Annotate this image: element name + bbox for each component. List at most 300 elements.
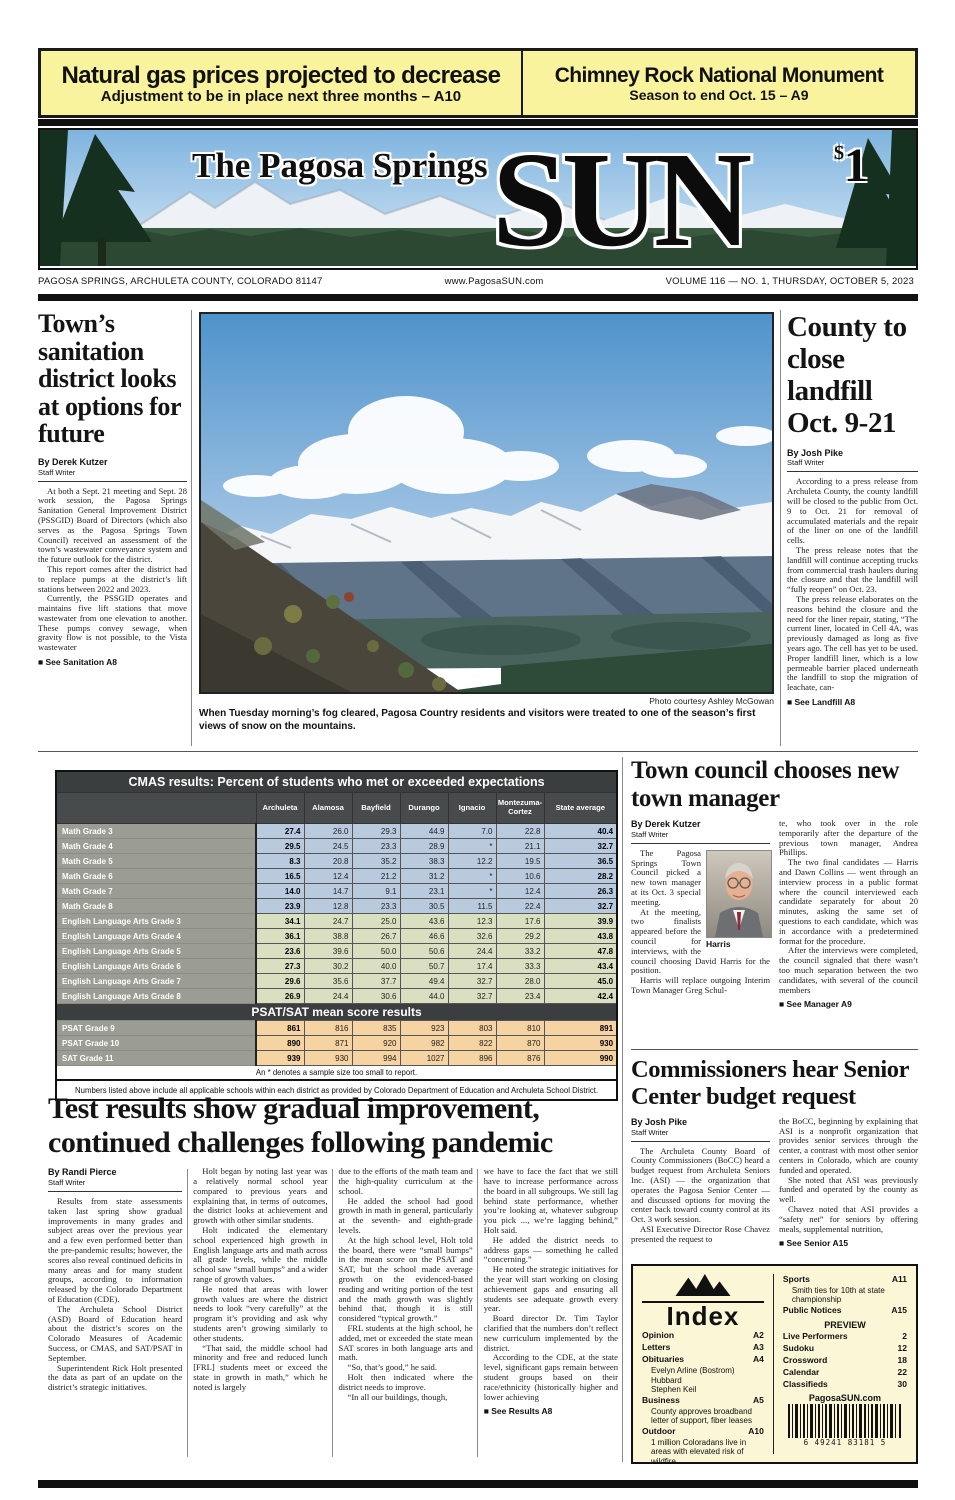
index-preview-items (783, 1331, 907, 1390)
list-item (783, 1274, 907, 1286)
table-cell: English Language Arts Grade 4 (56, 929, 256, 944)
table-row (56, 929, 617, 944)
results-byline: By Randi Pierce (48, 1167, 117, 1178)
table-cell: 32.7 (448, 989, 496, 1004)
photo-credit: Photo courtesy Ashley McGowan (649, 696, 774, 706)
table-cell: 33.2 (496, 944, 544, 959)
info-volume-date: VOLUME 116 — NO. 1, THURSDAY, OCTOBER 5, 2023 (665, 275, 914, 287)
index-box (631, 1264, 918, 1464)
table-cell: 47.8 (544, 944, 617, 959)
table-cell: 29.6 (256, 974, 304, 989)
paragraph: ASI Executive Director Rose Chavez presented the request to (631, 1224, 770, 1244)
table-cell: 40.0 (352, 959, 400, 974)
paragraph: FRL students at the high school, he added, met or exceeded the state mean SAT scores in both language arts and math. (338, 1322, 473, 1363)
paragraph: “So, that’s good,” he said. (347, 1362, 438, 1373)
table-cell: 45.0 (544, 974, 617, 989)
table-cell: 28.0 (496, 974, 544, 989)
index-item-page: A3 (753, 1342, 764, 1353)
index-item-page: A5 (753, 1394, 764, 1405)
sanitation-byline: By Derek Kutzer (38, 456, 108, 467)
table-cell: 896 (448, 1051, 496, 1066)
table-cell: 30.6 (352, 989, 400, 1004)
paragraph: This report comes after the district had to replace pumps at the district’s lift stations between 2022 and 2023. (38, 563, 187, 594)
table-cell: 7.0 (448, 824, 496, 839)
table-cell: 12.3 (448, 914, 496, 929)
table-cell: PSAT Grade 9 (56, 1021, 256, 1036)
senior-byline-role: Staff Writer (631, 1127, 669, 1137)
table-cell: 26.9 (256, 989, 304, 1004)
paragraph: the BoCC, beginning by explaining that ASI is a nonprofit organization that provides senior services through the center, a contrast with most other senior centers in Colorado, which are county funded and operated. (779, 1115, 918, 1175)
table-cell: * (448, 839, 496, 854)
table-cell: English Language Arts Grade 8 (56, 989, 256, 1004)
promo-left-subhead: Adjustment to be in place next three months – A10 (100, 87, 462, 105)
table-cell: 12.4 (304, 869, 352, 884)
paragraph: Harris will replace outgoing Interim Town Manager Greg Schul- (631, 975, 770, 995)
paragraph: The press release notes that the landfill will continue accepting trucks from commercial trash haulers during the closure and that the landfill will “fully reopen” on Oct. 23. (787, 544, 918, 595)
paragraph: Chavez noted that ASI provides a “safety net” for seniors by offering meals, supplemental nutrition, (779, 1204, 918, 1234)
table-cell (56, 793, 256, 824)
table-cell: 876 (496, 1051, 544, 1066)
index-right-items (783, 1274, 907, 1317)
table-cell: 23.1 (400, 884, 448, 899)
table-cell: PSAT/SAT mean score results (56, 1004, 617, 1021)
lead-photo (199, 312, 774, 694)
preview-title: PREVIEW (824, 1319, 866, 1330)
list-item (783, 1305, 907, 1317)
list-item (783, 1343, 907, 1355)
column-divider (187, 1169, 188, 1457)
main-column-divider (622, 757, 623, 1462)
council-col2 (779, 819, 918, 1009)
paragraph: Results from state assessments taken last spring show gradual improvements in many grades and subject areas over the previous year and a few even performed better than the pre-pandemic results; however, the scores also reveal continued deficits in many areas and for many student groups, according to information released by the Colorado Department of Education (CDE). (48, 1195, 183, 1304)
table-cell: 21.1 (496, 839, 544, 854)
council-headline: Town council chooses new town manager (631, 757, 899, 812)
table-cell: 44.9 (400, 824, 448, 839)
table-row (56, 974, 617, 989)
senior-col1-body (631, 1147, 770, 1245)
table-cell: 28.9 (400, 839, 448, 854)
article-sanitation (38, 310, 187, 667)
table-cell: 822 (448, 1036, 496, 1051)
table-row (56, 944, 617, 959)
table-cell: 890 (256, 1036, 304, 1051)
index-left-items (642, 1330, 764, 1466)
column-divider (780, 310, 781, 746)
table-cell: 34.1 (256, 914, 304, 929)
paragraph: He noted the strategic initiatives for the year will start working on closing achievement gaps and ensuring all students see adequate growth every year. (483, 1264, 618, 1314)
paper-name: SUN (492, 128, 747, 270)
table-cell: 12.4 (496, 884, 544, 899)
table-row (56, 914, 617, 929)
table-row (56, 1051, 617, 1066)
table-cell: 22.4 (496, 899, 544, 914)
index-item-page: 18 (897, 1354, 907, 1365)
table-cell: 22.8 (496, 824, 544, 839)
table-row (56, 1021, 617, 1036)
table-cell: 46.6 (400, 929, 448, 944)
paragraph: The Pagosa Springs Town Council picked a new town manager at its Oct. 3 special meeting. (631, 847, 701, 907)
table-cell: 33.3 (496, 959, 544, 974)
index-item-label: Opinion (642, 1330, 675, 1341)
table-cell: 43.8 (544, 929, 617, 944)
table-cell: 50.7 (400, 959, 448, 974)
table-cell: Alamosa (304, 793, 352, 824)
index-website: PagosaSUN.com (808, 1393, 881, 1404)
table-cell: 920 (352, 1036, 400, 1051)
table-cell: 44.0 (400, 989, 448, 1004)
mountains-logo-icon (671, 1274, 735, 1296)
council-byline-role: Staff Writer (631, 829, 669, 839)
table-cell: 803 (448, 1021, 496, 1036)
info-location: PAGOSA SPRINGS, ARCHULETA COUNTY, COLORADO 81147 (38, 275, 323, 287)
table-cell: 27.3 (256, 959, 304, 974)
table-cell: 25.0 (352, 914, 400, 929)
list-item (642, 1426, 764, 1438)
table-cell: English Language Arts Grade 7 (56, 974, 256, 989)
council-jump-line: ■ See Manager A9 (779, 999, 852, 1010)
table-cell: 37.7 (352, 974, 400, 989)
index-item-label: Letters (642, 1342, 671, 1353)
results-col3-body (339, 1167, 473, 1402)
paragraph: The Archuleta School District (ASD) Board of Education heard about the district’s scores on the Colorado Measures of Academic Success, or CMAS, and SAT/PSAT in September. (48, 1303, 183, 1363)
table-cell: English Language Arts Grade 6 (56, 959, 256, 974)
index-item-label: Classifieds (782, 1378, 828, 1389)
table-cell: 36.1 (256, 929, 304, 944)
table-cell: SAT Grade 11 (56, 1051, 256, 1066)
table-cell: 35.2 (352, 854, 400, 869)
price (834, 138, 868, 193)
table-cell: 24.7 (304, 914, 352, 929)
index-title: Index (642, 1301, 764, 1330)
table-cell: 939 (256, 1051, 304, 1066)
table-cell: 32.7 (544, 899, 617, 914)
index-item-label: Sports (782, 1274, 810, 1284)
paragraph: te, who took over in the role temporarily after the departure of the previous town manager, Andrea Phillips. (779, 818, 918, 858)
lead-photo-block (199, 312, 774, 733)
table-cell: 930 (304, 1051, 352, 1066)
paragraph: The press release elaborates on the reasons behind the closure and the need for the liner repair, stating, “The current liner, located in Cell 4A, was previously damaged as long as five years ago. The cell has yet to be used. Proper landfill liner, which is a low permeable barrier placed underneath the landfill to stop the migration of leachate, can- (787, 593, 918, 693)
table-cell: 29.5 (256, 839, 304, 854)
list-item: Stephen Keil (651, 1385, 697, 1395)
byline-rule (787, 471, 918, 472)
paragraph: According to the CDE, at the state level, significant gaps remain between student groups based on their race/ethnicity (historically higher and lower achieving (483, 1352, 618, 1402)
table-cell: 16.5 (256, 869, 304, 884)
rule-below-infobar (38, 294, 918, 301)
table-cell: 50.6 (400, 944, 448, 959)
table-cell: 43.6 (400, 914, 448, 929)
table-cell: 9.1 (352, 884, 400, 899)
table-cell: 12.2 (448, 854, 496, 869)
landfill-headline: County to close landfill Oct. 9-21 (787, 311, 907, 439)
table-cell: 38.3 (400, 854, 448, 869)
table-cell: 923 (400, 1021, 448, 1036)
paragraph: Holt then indicated where the district needs to improve. (338, 1371, 473, 1392)
table-cell: Math Grade 4 (56, 839, 256, 854)
index-item-label: Obituaries (642, 1354, 685, 1365)
table-cell: 32.7 (448, 974, 496, 989)
table-cell: * (448, 869, 496, 884)
paragraph: due to the efforts of the math team and the high-quality curriculum at the school. (338, 1166, 473, 1196)
list-item (642, 1354, 764, 1366)
table-cell: 31.2 (400, 869, 448, 884)
promo-right (523, 51, 915, 115)
table-cell: 26.3 (544, 884, 617, 899)
paragraph: At the meeting, two finalists appeared before the council for interviews, with the council choosing David Harris for the position. (631, 906, 770, 976)
table-cell: 39.6 (304, 944, 352, 959)
table-cell: Math Grade 3 (56, 824, 256, 839)
table-cell: English Language Arts Grade 5 (56, 944, 256, 959)
article-town-council (631, 757, 918, 1009)
results-col4 (484, 1167, 618, 1416)
table-cell: Ignacio (448, 793, 496, 824)
table-cell: 27.4 (256, 824, 304, 839)
results-byline-role: Staff Writer (48, 1177, 86, 1187)
table-cell: 32.6 (448, 929, 496, 944)
table-cell: 14.7 (304, 884, 352, 899)
index-header (642, 1274, 764, 1330)
paragraph: “In all our buildings, though, (347, 1391, 448, 1402)
table-cell: 14.0 (256, 884, 304, 899)
list-item: County approves broadband letter of support, fiber leases (651, 1406, 752, 1426)
article-senior-center (631, 1057, 918, 1248)
table-cell: 32.7 (544, 839, 617, 854)
paragraph: At both a Sept. 21 meeting and Sept. 28 work session, the Pagosa Springs Sanitation General Improvement District (PSSGID) Board of Directors (which also serves as the Pagosa Springs Town Council) received an assessment of the town’s wastewater conveyance system and the future outlook for the district. (38, 485, 187, 565)
index-item-label: Sudoku (782, 1342, 815, 1353)
list-item (783, 1367, 907, 1379)
table-row (56, 824, 617, 839)
index-item-label: Public Notices (782, 1305, 842, 1316)
byline-rule (38, 481, 187, 482)
table-title-row (56, 771, 617, 793)
table-cell: CMAS results: Percent of students who met or exceeded expectations (56, 771, 617, 793)
table-cell: 20.8 (304, 854, 352, 869)
results-headline: Test results show gradual improvement, continued challenges following pandemic (48, 1092, 553, 1159)
table-cell: 36.5 (544, 854, 617, 869)
table-cell: Bayfield (352, 793, 400, 824)
table-cell: 23.3 (352, 839, 400, 854)
table-cell: 11.5 (448, 899, 496, 914)
council-col2-body (779, 819, 918, 995)
table-cell: 17.6 (496, 914, 544, 929)
column-divider (191, 310, 192, 746)
index-item-page: 12 (897, 1342, 907, 1353)
index-item-label: Calendar (782, 1366, 820, 1377)
article-landfill (787, 312, 918, 707)
table-cell: 40.4 (544, 824, 617, 839)
list-item (642, 1330, 764, 1342)
landfill-jump-line: ■ See Landfill A8 (787, 696, 856, 707)
landfill-byline-role: Staff Writer (787, 458, 825, 468)
table-row (56, 959, 617, 974)
table-cell: 23.6 (256, 944, 304, 959)
senior-col2-body (779, 1117, 918, 1235)
table-header-row (56, 793, 617, 824)
cmas-results-table (55, 770, 618, 1101)
promo-left (41, 51, 523, 115)
council-col1 (631, 819, 770, 1009)
table-cell: 871 (304, 1036, 352, 1051)
paragraph: Holt indicated the elementary school experienced high growth in English language arts and math across all grade levels, while the middle school saw “small bumps” and a wider range of growth values. (193, 1224, 328, 1284)
paragraph: She noted that ASI was previously funded and operated by the county as well. (779, 1174, 918, 1205)
table-cell: Math Grade 6 (56, 869, 256, 884)
table-cell: Numbers listed above include all applicable schools within each district as provided by Colorado Department of Education and Archuleta School District. (56, 1080, 617, 1100)
paragraph: According to a press release from Archuleta County, the county landfill will be closed to the public from Oct. 9 to Oct. 21 for removal of accumulated materials and the repair of the liner on one of the landfill cells. (787, 476, 918, 546)
table-row (56, 1036, 617, 1051)
index-item-label: Live Performers (782, 1330, 848, 1341)
results-jump-line: ■ See Results A8 (483, 1406, 553, 1417)
index-item-label: Business (642, 1394, 680, 1405)
index-item-page: 30 (897, 1378, 907, 1389)
photo-caption: When Tuesday morning’s fog cleared, Pagosa Country residents and visitors were treated to one of the season’s first views of snow on the mountains. (199, 708, 756, 732)
table-cell: Archuleta (256, 793, 304, 824)
paragraph: Superintendent Rick Holt presented the data as part of an update on the district’s strategic initiatives. (48, 1362, 183, 1393)
byline-rule (631, 843, 770, 844)
table-cell: Math Grade 8 (56, 899, 256, 914)
table-cell: PSAT Grade 10 (56, 1036, 256, 1051)
senior-byline: By Josh Pike (631, 1116, 688, 1127)
table-cell: 26.7 (352, 929, 400, 944)
paragraph: After the interviews were completed, the council signaled that there wasn’t too much separation between the two candidates, with several of the council members (779, 945, 918, 995)
results-col3 (339, 1167, 473, 1416)
index-left-column (642, 1274, 764, 1466)
paragraph: He added the district needs to address gaps — something he called “concerning.” (483, 1234, 618, 1265)
article-test-results (48, 1092, 618, 1416)
table-cell: 994 (352, 1051, 400, 1066)
table-cell: * (448, 884, 496, 899)
list-item (783, 1379, 907, 1391)
table-cell: 26.0 (304, 824, 352, 839)
paragraph: “That said, the middle school had minority and free and reduced lunch [FRL] students meet or exceed the state in growth in math,” which he noted is largely (193, 1342, 328, 1392)
table-cell: 50.0 (352, 944, 400, 959)
section-rule (631, 1049, 918, 1050)
index-item-page: 22 (897, 1366, 907, 1377)
paragraph: The Archuleta County Board of County Commissioners (BoCC) heard a budget request from Archuleta Seniors Inc. (ASI) — the organization that operates the Pagosa Senior Center — and discussed options for moving the center back toward county control at its Oct. 3 work session. (631, 1145, 770, 1225)
sanitation-headline: Town’s sanitation district looks at options for future (38, 309, 181, 449)
table-cell: 8.3 (256, 854, 304, 869)
table-cell: 28.2 (544, 869, 617, 884)
paragraph: Holt began by noting last year was a relatively normal school year compared to previous years and explaining that, in terms of outcomes, the district looks at achievement and growth with other similar students. (193, 1166, 328, 1226)
index-right-column (773, 1274, 907, 1454)
table-cell: 24.4 (304, 989, 352, 1004)
mountain-photo-illustration (201, 314, 772, 692)
harris-portrait (706, 850, 770, 949)
table-cell: 49.4 (400, 974, 448, 989)
barcode-number: 6 49241 83181 5 (803, 1438, 887, 1448)
table-cell: 30.2 (304, 959, 352, 974)
sanitation-byline-role: Staff Writer (38, 467, 76, 477)
price-symbol: $ (834, 142, 844, 164)
table-cell: 810 (496, 1021, 544, 1036)
index-item-page: A10 (748, 1425, 764, 1436)
table-cell: 35.6 (304, 974, 352, 989)
table-row (56, 989, 617, 1004)
table-cell: 12.8 (304, 899, 352, 914)
promo-right-subhead: Season to end Oct. 15 – A9 (629, 86, 809, 103)
table-cell: An * denotes a sample size too small to report. (56, 1066, 617, 1081)
table-cell: 38.8 (304, 929, 352, 944)
promo-banner (38, 48, 918, 118)
byline-rule (48, 1191, 182, 1192)
table-row (56, 869, 617, 884)
results-col2 (193, 1167, 327, 1416)
byline-rule (631, 1141, 770, 1142)
column-divider (332, 1169, 333, 1457)
list-item (642, 1395, 764, 1407)
table-cell: 24.5 (304, 839, 352, 854)
list-item (783, 1355, 907, 1367)
table-cell: 30.5 (400, 899, 448, 914)
table-cell: 982 (400, 1036, 448, 1051)
table-row (56, 839, 617, 854)
paragraph: The two final candidates — Harris and Dawn Collins — went through an interview process in a public format where the council interviewed each candidate separately for about 20 minutes, asking the same set of questions to each candidate, which was in accordance with a predetermined format for the procedure. (779, 857, 918, 946)
table-section-row (56, 1004, 617, 1021)
council-byline: By Derek Kutzer (631, 819, 701, 829)
table-cell: 1027 (400, 1051, 448, 1066)
index-item-page: A2 (753, 1330, 764, 1341)
table-footnote-row (56, 1066, 617, 1081)
table-cell: Montezuma-Cortez (496, 793, 544, 824)
table-cell: Math Grade 7 (56, 884, 256, 899)
rule-below-banner (38, 119, 918, 126)
table-cell: 930 (544, 1036, 617, 1051)
results-col2-body (193, 1167, 327, 1392)
index-item-page: A4 (753, 1354, 764, 1365)
bottom-rule (38, 1480, 918, 1488)
table-cell: English Language Arts Grade 3 (56, 914, 256, 929)
price-value: 1 (844, 139, 868, 192)
sanitation-body (38, 487, 187, 654)
masthead (38, 128, 918, 270)
table-cell: 29.2 (496, 929, 544, 944)
index-item-label: Crossword (782, 1354, 828, 1365)
table-cell: 17.4 (448, 959, 496, 974)
info-bar (38, 270, 914, 292)
landfill-byline: By Josh Pike (787, 447, 844, 458)
index-item-page: A15 (891, 1305, 907, 1316)
table-cell: 870 (496, 1036, 544, 1051)
table-row (56, 899, 617, 914)
results-col4-body (484, 1167, 618, 1402)
results-col1-body (48, 1197, 182, 1393)
paragraph: Board director Dr. Tim Taylor clarified that the numbers don’t reflect new curriculum implemented by the district. (483, 1313, 618, 1353)
barcode (786, 1404, 904, 1438)
results-col1 (48, 1167, 182, 1416)
senior-headline: Commissioners hear Senior Center budget request (631, 1056, 909, 1110)
table-cell: 21.2 (352, 869, 400, 884)
table-cell: State average (544, 793, 617, 824)
table-cell: Durango (400, 793, 448, 824)
paragraph: He added the school had good growth in math in general, particularly at the seventh- and eighth-grade levels. (338, 1195, 473, 1235)
paragraph: we have to face the fact that we still have to increase performance across the board in all subgroups. We still lag behind state performance, whether you’re looking at, whatever subgroup you pick ..., we’re lagging behind,” Holt said. (483, 1166, 618, 1235)
paragraph: Currently, the PSSGID operates and maintains five lift stations that move wastewater from one elevation to another. These pumps convey sewage, when gravity flow is not possible, to the Vista wastewater (38, 593, 187, 653)
list-item: Evelyn Arline (Bostrom) Hubbard (651, 1365, 735, 1385)
sanitation-jump-line: ■ See Sanitation A8 (38, 657, 117, 668)
table-cell: 891 (544, 1021, 617, 1036)
senior-col1 (631, 1117, 770, 1249)
table-cell: 835 (352, 1021, 400, 1036)
section-rule (38, 751, 918, 752)
column-divider (477, 1169, 478, 1457)
list-item (642, 1342, 764, 1354)
promo-left-headline: Natural gas prices projected to decrease (61, 61, 501, 89)
index-item-page: 2 (902, 1330, 907, 1341)
table-cell: 29.3 (352, 824, 400, 839)
table-cell: 10.6 (496, 869, 544, 884)
harris-photo-illustration (706, 850, 772, 938)
info-website: www.PagosaSUN.com (444, 275, 544, 287)
list-item: Smith ties for 10th at state championship (791, 1285, 885, 1305)
table-cell: 19.5 (496, 854, 544, 869)
